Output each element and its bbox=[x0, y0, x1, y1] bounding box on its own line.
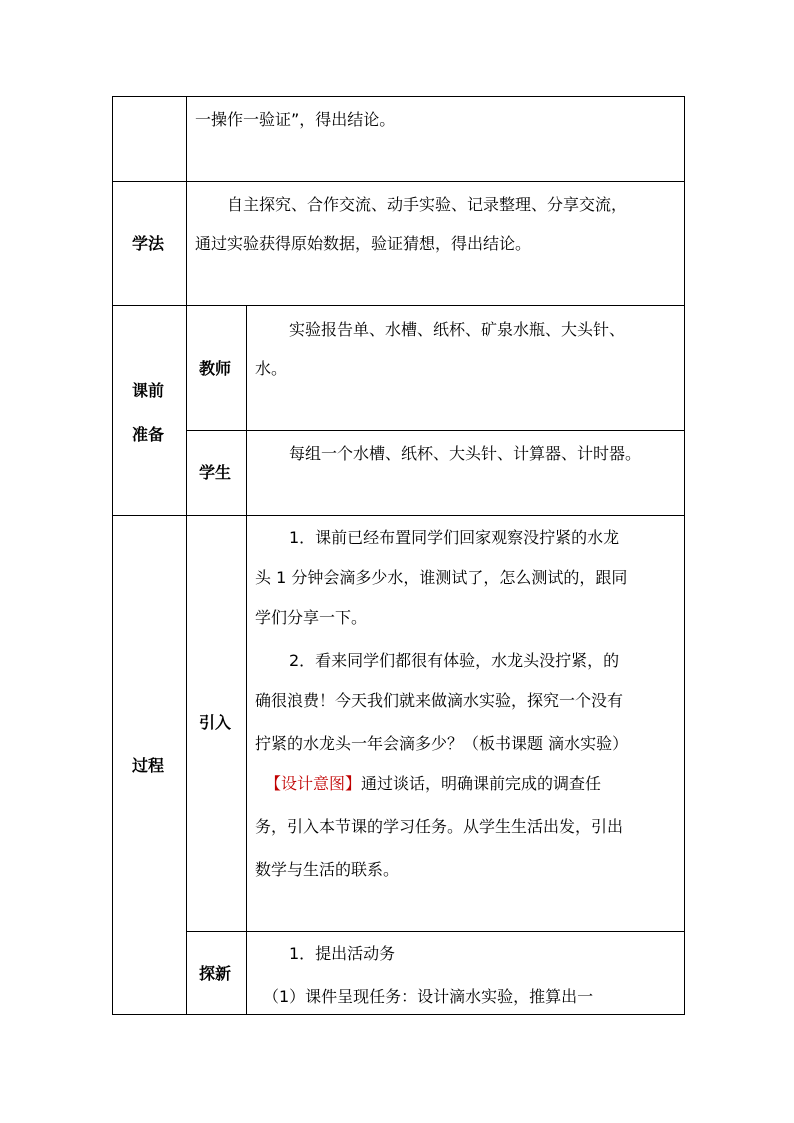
prep-label-line1: 课前 bbox=[132, 381, 165, 400]
table-top-border bbox=[112, 96, 685, 97]
table-bottom-border bbox=[112, 1014, 685, 1015]
intro-label: 引入 bbox=[199, 713, 232, 732]
explore-label: 探新 bbox=[199, 964, 232, 983]
intro-p2-line2: 确很浪费！今天我们就来做滴水实验，探究一个没有 bbox=[255, 691, 624, 710]
row-divider-process bbox=[112, 515, 685, 516]
prep-label-line2: 准备 bbox=[132, 425, 165, 444]
teacher-label: 教师 bbox=[199, 359, 232, 378]
row-divider-student bbox=[186, 430, 685, 431]
process-label: 过程 bbox=[132, 756, 165, 775]
intro-p1-line2: 头 1 分钟会滴多少水，谁测试了，怎么测试的，跟同 bbox=[255, 568, 628, 587]
student-label: 学生 bbox=[199, 463, 232, 482]
xuefa-text-line2: 通过实验获得原始数据，验证猜想，得出结论。 bbox=[195, 234, 532, 253]
top-row-text: 一操作一验证”，得出结论。 bbox=[195, 110, 396, 129]
intro-design-line3: 数学与生活的联系。 bbox=[255, 860, 400, 879]
intro-p2-line3: 拧紧的水龙头一年会滴多少？（板书课题 滴水实验） bbox=[255, 734, 629, 753]
teacher-text-line1: 实验报告单、水槽、纸杯、矿泉水瓶、大头针、 bbox=[289, 320, 626, 339]
xuefa-text-line1: 自主探究、合作交流、动手实验、记录整理、分享交流， bbox=[227, 195, 628, 214]
row-divider-explore bbox=[186, 931, 685, 932]
intro-p2-line1: 2．看来同学们都很有体验，水龙头没拧紧，的 bbox=[289, 651, 620, 670]
column-divider-1 bbox=[186, 96, 187, 1015]
intro-p1-line1: 1．课前已经布置同学们回家观察没拧紧的水龙 bbox=[289, 528, 620, 547]
table-right-border bbox=[684, 96, 685, 1015]
intro-design-line1 bbox=[265, 773, 601, 795]
design-intent-text: 通过谈话，明确课前完成的调查任 bbox=[361, 774, 602, 793]
explore-text-line2: （1）课件呈现任务：设计滴水实验，推算出一 bbox=[263, 987, 594, 1006]
table-left-border bbox=[112, 96, 113, 1015]
design-intent-tag: 【设计意图】 bbox=[265, 774, 362, 793]
column-divider-2 bbox=[246, 305, 247, 1015]
explore-text-line1: 1．提出活动务 bbox=[289, 944, 396, 963]
teacher-text-line2: 水。 bbox=[255, 359, 288, 378]
student-text-line1: 每组一个水槽、纸杯、大头针、计算器、计时器。 bbox=[289, 444, 642, 463]
row-divider-xuefa bbox=[112, 181, 685, 182]
xuefa-label: 学法 bbox=[132, 234, 165, 253]
intro-p1-line3: 学们分享一下。 bbox=[255, 608, 368, 627]
row-divider-prep bbox=[112, 305, 685, 306]
intro-design-line2: 务，引入本节课的学习任务。从学生生活出发，引出 bbox=[255, 817, 624, 836]
